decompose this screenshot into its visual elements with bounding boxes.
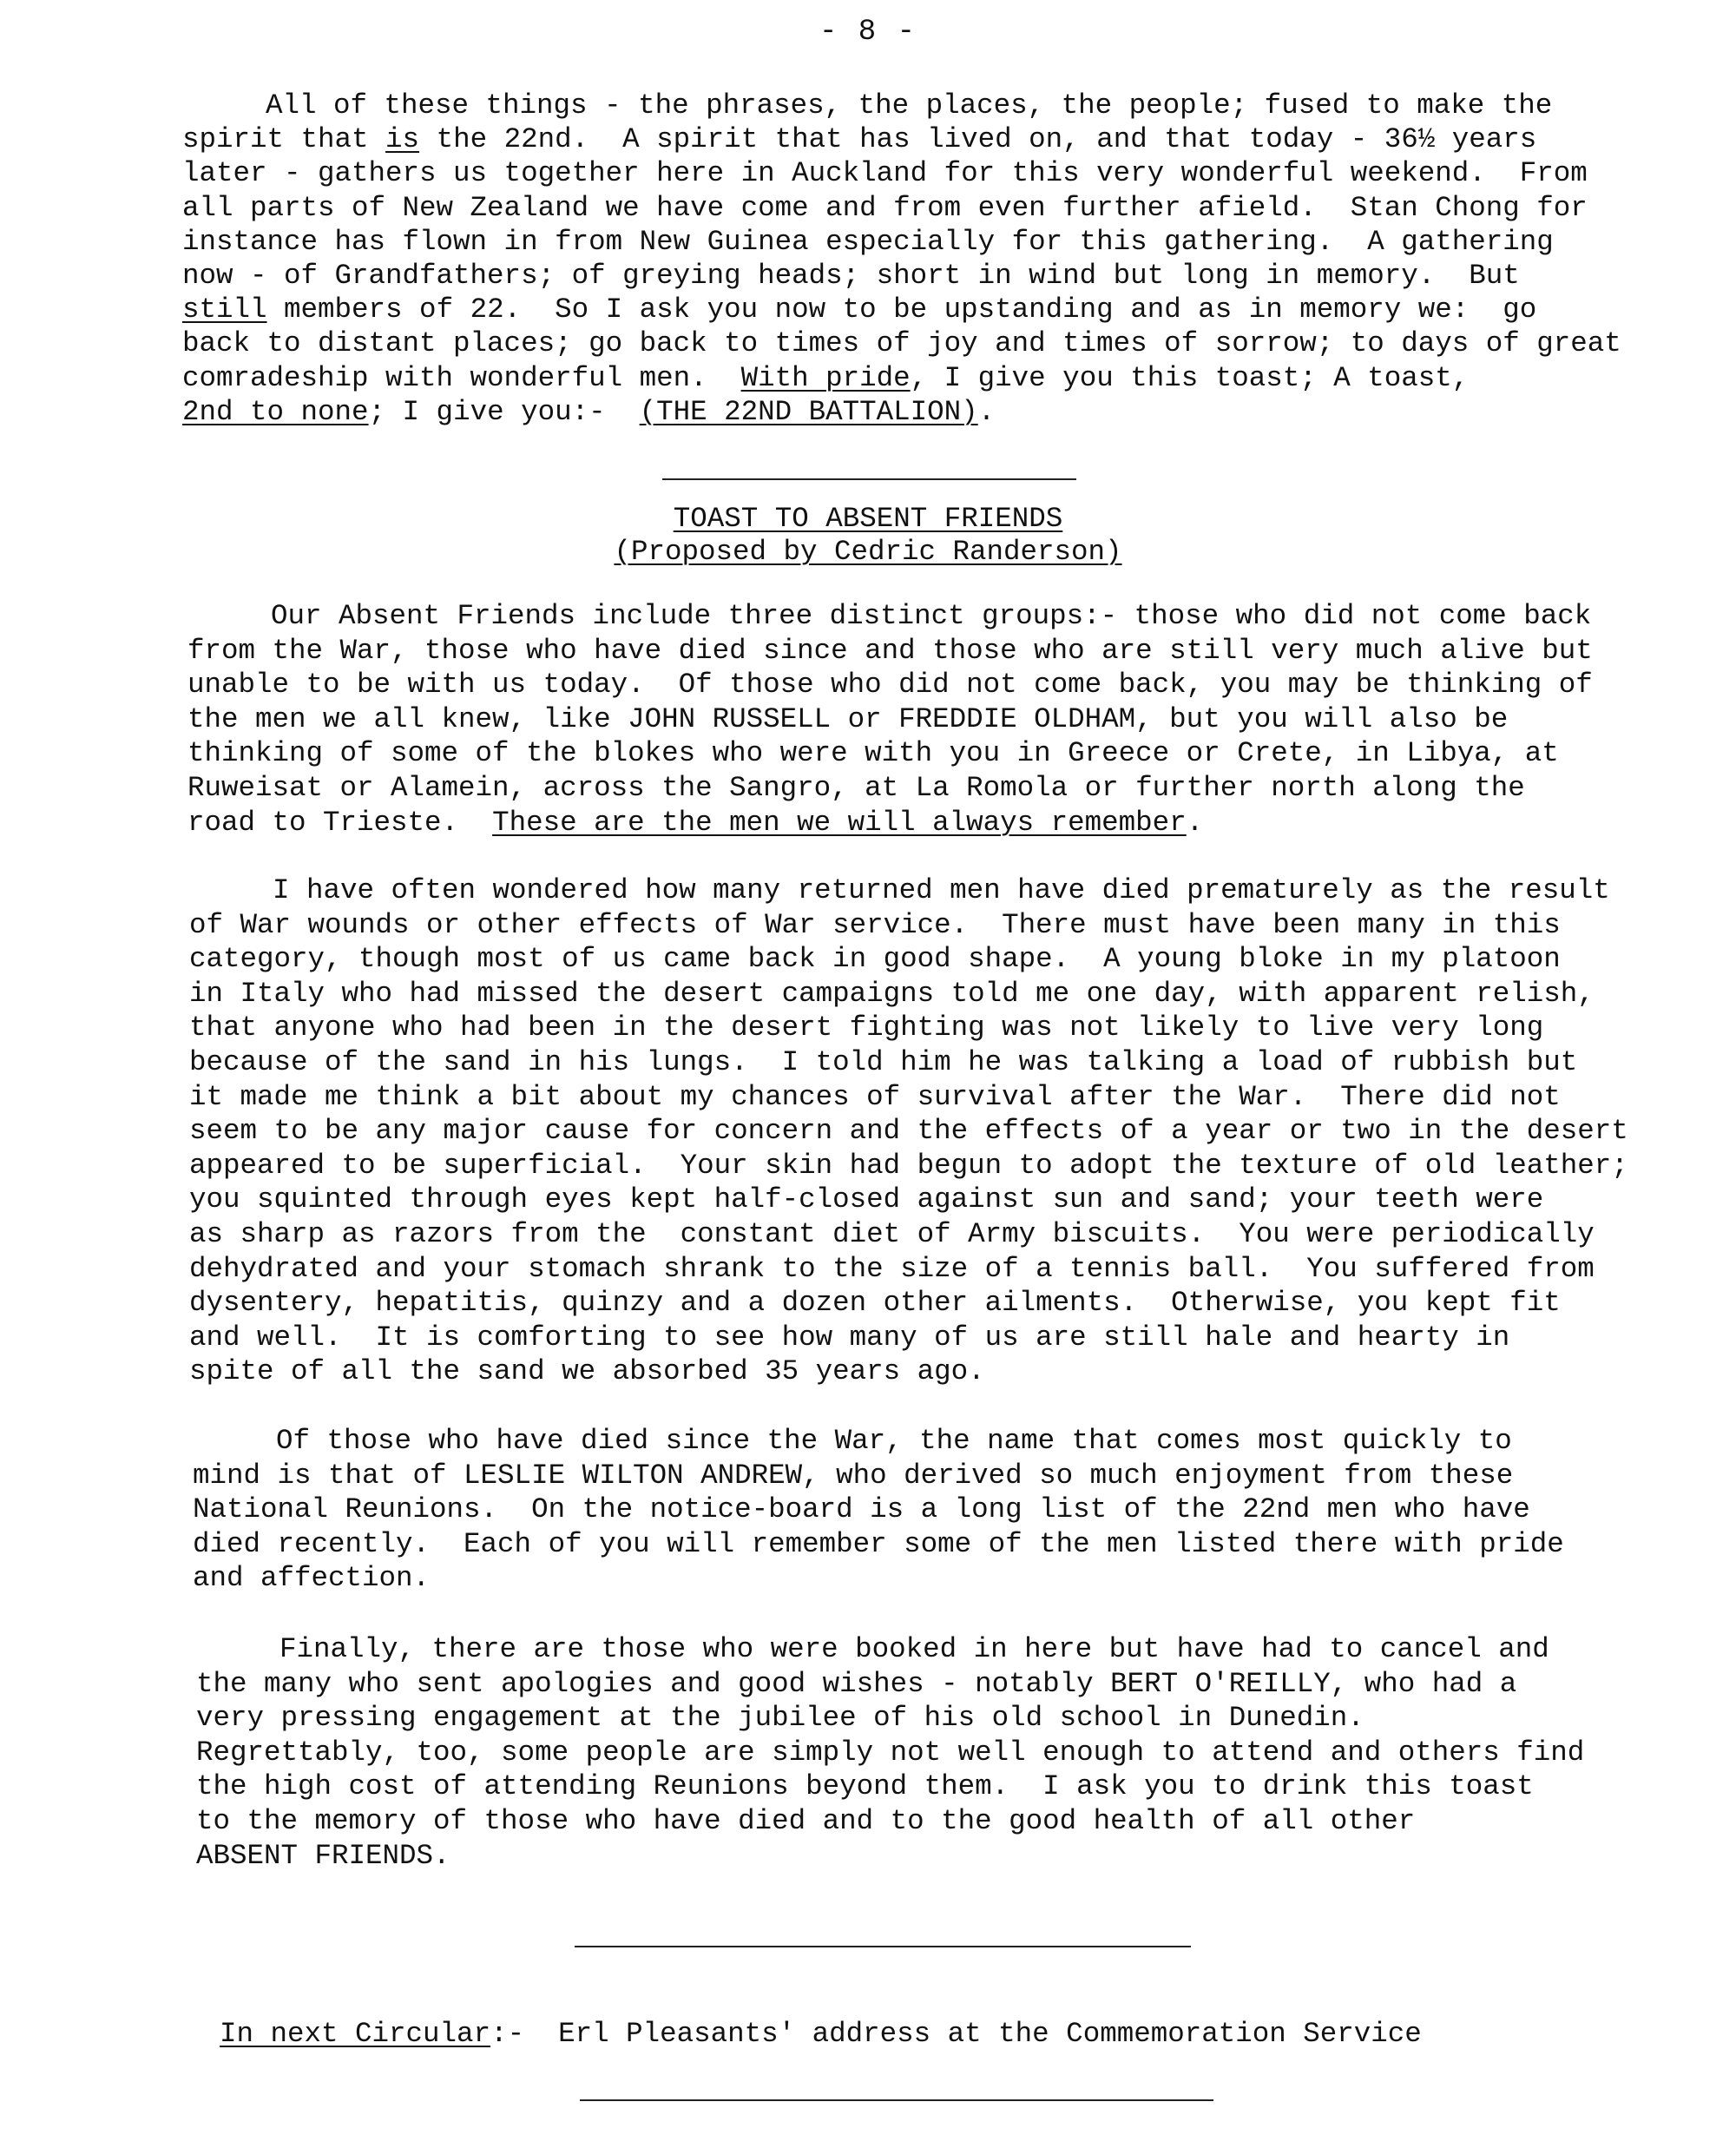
- text-line: thinking of some of the blokes who were with you in Greece or Crete, in Libya, at: [187, 737, 1559, 770]
- page-number: - 8 -: [819, 16, 917, 49]
- text-line: from the War, those who have died since and those who are still very much alive but: [187, 634, 1593, 667]
- text-line: dysentery, hepatitis, quinzy and a dozen other ailments. Otherwise, you kept fit: [189, 1287, 1561, 1320]
- text-line: in Italy who had missed the desert campaigns told me one day, with apparent relish,: [189, 977, 1595, 1010]
- text-line: to the memory of those who have died and to the good health of all other: [196, 1805, 1416, 1837]
- text-line: and well. It is comforting to see how many of us are still hale and hearty in: [189, 1321, 1510, 1354]
- underlined-text: is: [385, 123, 420, 156]
- text-line: [182, 361, 1469, 396]
- text-line: [182, 122, 1536, 157]
- text-line: instance has flown in from New Guinea especially for this gathering. A gathering: [182, 225, 1554, 258]
- text-line: appeared to be superficial. Your skin had begun to adopt the texture of old leather;: [189, 1149, 1628, 1182]
- text-segment: , I give you this toast; A toast,: [910, 361, 1470, 394]
- underlined-text: (THE 22ND BATTALION): [639, 395, 978, 428]
- text-line: seem to be any major cause for concern and the effects of a year or two in the desert: [189, 1115, 1628, 1148]
- underlined-text: These are the men we will always remember: [492, 806, 1187, 839]
- text-line: back to distant places; go back to times of joy and times of sorrow; to days of great: [182, 327, 1621, 360]
- text-line: it made me think a bit about my chances of survival after the War. There did not: [189, 1080, 1561, 1113]
- text-line: National Reunions. On the notice-board is a long list of the 22nd men who have: [193, 1493, 1530, 1526]
- text-line: that anyone who had been in the desert fighting was not likely to live very long: [189, 1011, 1544, 1044]
- text-line: Of those who have died since the War, the name that comes most quickly to: [276, 1425, 1512, 1457]
- text-line: All of these things - the phrases, the places, the people; fused to make the: [266, 89, 1553, 122]
- footer-label: In next Circular: [220, 2018, 491, 2050]
- text-line: Regrettably, too, some people are simply not well enough to attend and others find: [196, 1736, 1585, 1769]
- text-line: died recently. Each of you will remember some of the men listed there with pride: [193, 1527, 1564, 1560]
- text-line: dehydrated and your stomach shrank to the size of a tennis ball. You suffered from: [189, 1252, 1595, 1285]
- text-line: of War wounds or other effects of War service. There must have been many in this: [189, 908, 1561, 941]
- text-line: ABSENT FRIENDS.: [196, 1839, 450, 1872]
- text-line: category, though most of us came back in good shape. A young bloke in my platoon: [189, 943, 1561, 976]
- text-line: Ruweisat or Alamein, across the Sangro, at La Romola or further north along the: [187, 772, 1525, 804]
- text-line: Finally, there are those who were booked in here but have had to cancel and: [279, 1633, 1549, 1665]
- text-line: spite of all the sand we absorbed 35 years ago.: [189, 1355, 985, 1388]
- text-line: as sharp as razors from the constant diet of Army biscuits. You were periodically: [189, 1218, 1595, 1250]
- underlined-text: With pride: [740, 361, 911, 394]
- text-line: the men we all knew, like JOHN RUSSELL or FREDDIE OLDHAM, but you will also be: [187, 702, 1509, 735]
- text-segment: members of 22. So I ask you now to be upstanding and as in memory we: go: [266, 293, 1537, 326]
- text-line: because of the sand in his lungs. I told him he was talking a load of rubbish but: [189, 1046, 1578, 1078]
- toast-title: TOAST TO ABSENT FRIENDS: [673, 503, 1063, 535]
- text-line: very pressing engagement at the jubilee of his old school in Dunedin.: [196, 1702, 1364, 1735]
- text-segment: .: [977, 395, 996, 428]
- section-divider-bottom: [580, 2099, 1213, 2101]
- section-divider-middle: [575, 1946, 1191, 1947]
- text-line: the high cost of attending Reunions beyond them. I ask you to drink this toast: [196, 1770, 1534, 1803]
- underlined-text: 2nd to none: [182, 395, 369, 428]
- text-line: all parts of New Zealand we have come and from even further afield. Stan Chong for: [182, 191, 1588, 224]
- text-line: now - of Grandfathers; of greying heads; short in wind but long in memory. But: [182, 260, 1520, 292]
- text-segment: comradeship with wonderful men.: [182, 361, 741, 394]
- footer-text: :- Erl Pleasants' address at the Commemoration Service: [490, 2018, 1422, 2050]
- text-line: [187, 806, 1203, 840]
- text-segment: ; I give you:-: [368, 395, 640, 428]
- text-segment: spirit that: [182, 123, 386, 156]
- section-divider-top: [662, 478, 1076, 480]
- toast-subtitle: (Proposed by Cedric Randerson): [614, 536, 1122, 568]
- text-line: [182, 395, 995, 430]
- footer-note: [186, 1982, 1422, 2050]
- text-line: and affection.: [193, 1562, 431, 1595]
- text-line: I have often wondered how many returned men have died prematurely as the result: [273, 874, 1610, 906]
- text-line: you squinted through eyes kept half-closed against sun and sand; your teeth were: [189, 1183, 1544, 1216]
- text-line: later - gathers us together here in Auckland for this very wonderful weekend. From: [182, 157, 1588, 190]
- text-line: mind is that of LESLIE WILTON ANDREW, who derived so much enjoyment from these: [193, 1459, 1514, 1492]
- text-segment: the 22nd. A spirit that has lived on, and that today - 36½ years: [419, 123, 1537, 156]
- text-segment: road to Trieste.: [187, 806, 493, 839]
- text-line: the many who sent apologies and good wishes - notably BERT O'REILLY, who had a: [196, 1667, 1517, 1700]
- text-line: [182, 293, 1536, 327]
- underlined-text: still: [182, 293, 267, 326]
- text-line: Our Absent Friends include three distinct groups:- those who did not come back: [271, 600, 1592, 632]
- text-line: unable to be with us today. Of those who did not come back, you may be thinking of: [187, 669, 1593, 702]
- text-segment: .: [1186, 806, 1204, 839]
